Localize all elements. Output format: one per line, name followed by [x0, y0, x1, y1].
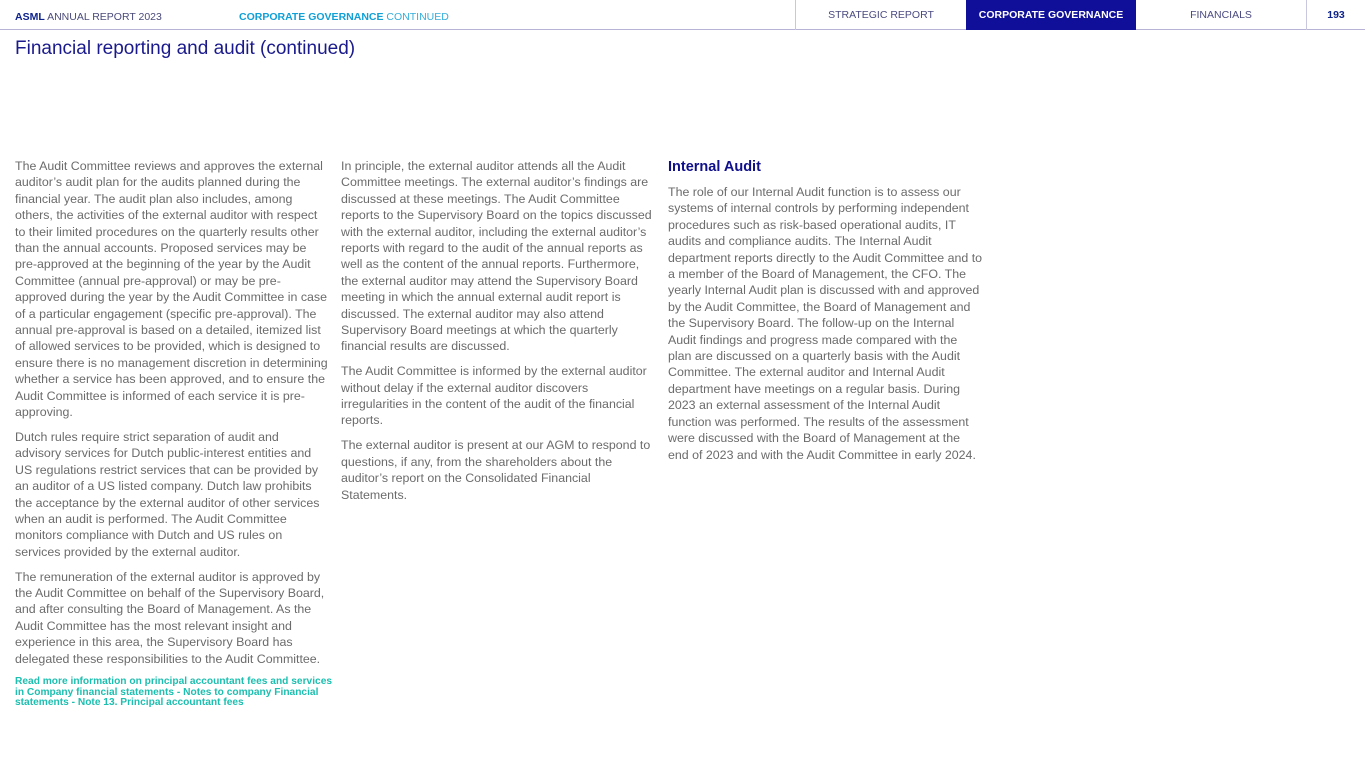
- brand-name: ASML: [15, 11, 45, 23]
- paragraph: The role of our Internal Audit function is to assess our systems of internal controls by performing independent procedures such as risk-based operational audits, IT audits and compliance audits. The Internal Audit department reports directly to the Audit Committee and to a member of the Board of Management, the CFO. The yearly Internal Audit plan is discussed with and approved by the Audit Committee, the Board of Management and the Supervisory Board. The follow-up on the Internal Audit findings and progress made compared with the plan are discussed on a quarterly basis with the Audit Committee. The external auditor and Internal Audit department have meetings on a regular basis. During 2023 an external assessment of the Internal Audit function was performed. The results of the assessment were discussed with the Board of Management at the end of 2023 and with the Audit Committee in early 2024.: [668, 185, 983, 462]
- text-column-1: [15, 158, 333, 709]
- section-name: CORPORATE GOVERNANCE: [239, 11, 384, 23]
- section-heading-internal-audit: Internal Audit: [668, 159, 761, 175]
- paragraph: Dutch rules require strict separation of audit and advisory services for Dutch public-interest entities and US regulations restrict services that can be provided by an auditor of a US listed company. Dutch law prohibits the acceptance by the external auditor of other services when an audit is performed. The Audit Committee monitors compliance with Dutch and US rules on services provided by the external auditor.: [15, 429, 320, 559]
- nav-tab-strategic-report[interactable]: STRATEGIC REPORT: [795, 0, 966, 30]
- paragraph: In principle, the external auditor attends all the Audit Committee meetings. The external auditor’s findings are discussed at these meetings. The Audit Committee reports to the Supervisory Board on the topics discussed with the external auditor, including the external auditor’s reports with regard to the audit of the annual reports as well as the content of the annual reports. Furthermore, the external auditor may attend the Supervisory Board meeting in which the annual external audit report is discussed. The external auditor may also attend Supervisory Board meetings at which the quarterly financial results are discussed.: [341, 159, 652, 354]
- current-section-label: [239, 11, 449, 23]
- paragraph: The external auditor is present at our AGM to respond to questions, if any, from the shareholders about the auditor’s report on the Consolidated Financial Statements.: [341, 438, 651, 502]
- text-column-2: [341, 158, 657, 511]
- page-number: 193: [1306, 0, 1365, 30]
- report-brand: [15, 11, 162, 23]
- page-title: Financial reporting and audit (continued): [15, 38, 356, 59]
- paragraph: The Audit Committee reviews and approves the external auditor’s audit plan for the audits planned during the financial year. The audit plan also includes, among others, the activities of the external auditor with respect to their limited procedures on the quarterly results other than the annual accounts. Proposed services may be pre-approved at the beginning of the year by the Audit Committee (annual pre-approval) or may be pre-approved during the year by the Audit Committee in case of a particular engagement (specific pre-approval). The annual pre-approval is based on a detailed, itemized list of allowed services to be provided, which is designed to ensure there is no management discretion in determining whether a service has been approved, and to ensure the Audit Committee is informed of each service it is pre-approving.: [15, 159, 328, 420]
- top-navigation-bar: [0, 0, 1365, 30]
- section-continued: CONTINUED: [386, 11, 449, 23]
- text-column-3: [668, 158, 984, 471]
- nav-tab-financials[interactable]: FINANCIALS: [1190, 9, 1252, 21]
- paragraph: The Audit Committee is informed by the external auditor without delay if the external auditor discovers irregularities in the content of the audit of the financial reports.: [341, 364, 647, 428]
- paragraph: The remuneration of the external auditor is approved by the Audit Committee on behalf of the Supervisory Board, and after consulting the Board of Management. As the Audit Committee has the most relevant insight and experience in this area, the Supervisory Board has delegated these responsibilities to the Audit Committee.: [15, 569, 325, 666]
- read-more-link[interactable]: Read more information on principal accountant fees and services in Company financial statements - Notes to company Financial statements - Note 13. Principal accountant fees: [15, 675, 333, 709]
- nav-tab-corporate-governance[interactable]: CORPORATE GOVERNANCE: [966, 0, 1136, 30]
- brand-report-title: ANNUAL REPORT 2023: [47, 11, 162, 23]
